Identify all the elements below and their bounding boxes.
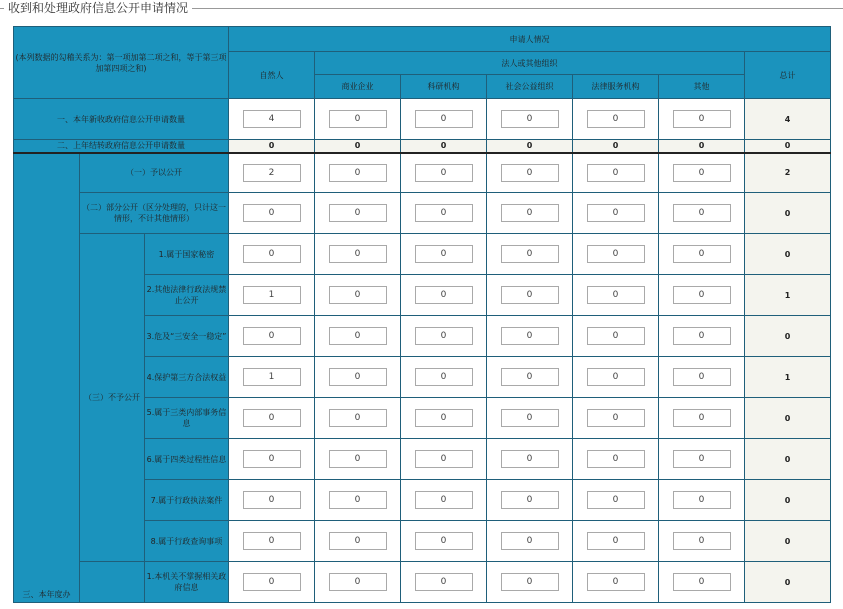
application-table xyxy=(13,26,831,603)
row-total: 4 xyxy=(745,99,831,140)
value-input[interactable] xyxy=(587,110,645,128)
row-label: 8.属于行政查询事项 xyxy=(145,521,229,562)
value-input[interactable] xyxy=(415,110,473,128)
table-row xyxy=(14,153,831,193)
value-input[interactable] xyxy=(243,286,301,304)
value-input[interactable] xyxy=(415,327,473,345)
row-value: 0 xyxy=(401,140,487,153)
header-sub-legal-service: 法律服务机构 xyxy=(573,75,659,99)
row-label: （一）予以公开 xyxy=(80,153,229,193)
value-input[interactable] xyxy=(673,245,731,263)
value-input[interactable] xyxy=(673,573,731,591)
value-input[interactable] xyxy=(329,573,387,591)
table-row xyxy=(14,193,831,234)
header-sub-public-welfare: 社会公益组织 xyxy=(487,75,573,99)
value-input[interactable] xyxy=(415,450,473,468)
value-input[interactable] xyxy=(501,450,559,468)
row-label: 5.属于三类内部事务信息 xyxy=(145,398,229,439)
row-total: 1 xyxy=(745,275,831,316)
value-input[interactable] xyxy=(501,532,559,550)
row-total: 0 xyxy=(745,480,831,521)
value-input[interactable] xyxy=(329,409,387,427)
row-value: 0 xyxy=(229,140,315,153)
header-sub-business: 商业企业 xyxy=(315,75,401,99)
value-input[interactable] xyxy=(243,204,301,222)
value-input[interactable] xyxy=(501,110,559,128)
value-input[interactable] xyxy=(587,204,645,222)
row-label: 1.本机关不掌握相关政府信息 xyxy=(145,562,229,603)
value-input[interactable] xyxy=(673,450,731,468)
row-value: 0 xyxy=(315,140,401,153)
value-input[interactable] xyxy=(329,286,387,304)
value-input[interactable] xyxy=(243,450,301,468)
value-input[interactable] xyxy=(415,573,473,591)
value-input[interactable] xyxy=(329,327,387,345)
value-input[interactable] xyxy=(587,245,645,263)
value-input[interactable] xyxy=(673,204,731,222)
value-input[interactable] xyxy=(587,409,645,427)
value-input[interactable] xyxy=(243,532,301,550)
row-total: 0 xyxy=(745,316,831,357)
header-applicant: 申请人情况 xyxy=(229,27,831,52)
value-input[interactable] xyxy=(415,204,473,222)
row-value: 0 xyxy=(659,140,745,153)
value-input[interactable] xyxy=(415,491,473,509)
value-input[interactable] xyxy=(329,164,387,182)
group-cell xyxy=(80,562,145,603)
value-input[interactable] xyxy=(329,245,387,263)
row-label: （二）部分公开（区分处理的，只计这一情形，不计其他情形） xyxy=(80,193,229,234)
not-disclosed-label: （三）不予公开 xyxy=(80,234,145,562)
table-row xyxy=(14,562,831,603)
value-input[interactable] xyxy=(501,491,559,509)
value-input[interactable] xyxy=(329,532,387,550)
value-input[interactable] xyxy=(329,368,387,386)
value-input[interactable] xyxy=(587,450,645,468)
value-input[interactable] xyxy=(587,573,645,591)
value-input[interactable] xyxy=(243,368,301,386)
value-input[interactable] xyxy=(501,164,559,182)
value-input[interactable] xyxy=(243,110,301,128)
value-input[interactable] xyxy=(415,164,473,182)
value-input[interactable] xyxy=(673,164,731,182)
row-label: 二、上年结转政府信息公开申请数量 xyxy=(14,140,229,153)
value-input[interactable] xyxy=(329,450,387,468)
value-input[interactable] xyxy=(415,286,473,304)
value-input[interactable] xyxy=(501,204,559,222)
value-input[interactable] xyxy=(587,327,645,345)
table-row xyxy=(14,99,831,140)
row-label: 一、本年新收政府信息公开申请数量 xyxy=(14,99,229,140)
row-total: 0 xyxy=(745,140,831,153)
value-input[interactable] xyxy=(673,286,731,304)
value-input[interactable] xyxy=(673,491,731,509)
value-input[interactable] xyxy=(587,368,645,386)
header-natural-person: 自然人 xyxy=(229,52,315,99)
value-input[interactable] xyxy=(243,409,301,427)
value-input[interactable] xyxy=(673,368,731,386)
value-input[interactable] xyxy=(329,110,387,128)
value-input[interactable] xyxy=(587,532,645,550)
value-input[interactable] xyxy=(415,245,473,263)
value-input[interactable] xyxy=(243,327,301,345)
value-input[interactable] xyxy=(243,491,301,509)
row-total: 0 xyxy=(745,521,831,562)
value-input[interactable] xyxy=(673,409,731,427)
row-total: 0 xyxy=(745,398,831,439)
row-total: 0 xyxy=(745,439,831,480)
value-input[interactable] xyxy=(587,286,645,304)
row-total: 2 xyxy=(745,153,831,193)
value-input[interactable] xyxy=(243,573,301,591)
row-label: 2.其他法律行政法规禁止公开 xyxy=(145,275,229,316)
value-input[interactable] xyxy=(501,368,559,386)
row-label: 4.保护第三方合法权益 xyxy=(145,357,229,398)
row-value: 0 xyxy=(573,140,659,153)
header-total: 总计 xyxy=(745,52,831,99)
table-row xyxy=(14,234,831,275)
row-total: 0 xyxy=(745,562,831,603)
row-label: 1.属于国家秘密 xyxy=(145,234,229,275)
value-input[interactable] xyxy=(329,491,387,509)
section3-label: 三、本年度办 xyxy=(14,153,80,603)
value-input[interactable] xyxy=(243,164,301,182)
row-value: 0 xyxy=(487,140,573,153)
value-input[interactable] xyxy=(587,164,645,182)
value-input[interactable] xyxy=(673,110,731,128)
value-input[interactable] xyxy=(415,368,473,386)
value-input[interactable] xyxy=(673,327,731,345)
header-sub-other: 其他 xyxy=(659,75,745,99)
value-input[interactable] xyxy=(501,327,559,345)
value-input[interactable] xyxy=(415,532,473,550)
header-sub-research: 科研机构 xyxy=(401,75,487,99)
value-input[interactable] xyxy=(673,532,731,550)
header-legal-entity: 法人或其他组织 xyxy=(315,52,745,75)
value-input[interactable] xyxy=(243,245,301,263)
value-input[interactable] xyxy=(501,245,559,263)
row-total: 0 xyxy=(745,234,831,275)
row-label: 6.属于四类过程性信息 xyxy=(145,439,229,480)
value-input[interactable] xyxy=(329,204,387,222)
value-input[interactable] xyxy=(501,573,559,591)
value-input[interactable] xyxy=(415,409,473,427)
row-label: 7.属于行政执法案件 xyxy=(145,480,229,521)
row-label: 3.危及“三安全一稳定” xyxy=(145,316,229,357)
value-input[interactable] xyxy=(501,409,559,427)
table-row xyxy=(14,140,831,153)
header-note: (本列数据的勾稽关系为：第一项加第二项之和，等于第三项加第四项之和) xyxy=(14,27,229,99)
row-total: 1 xyxy=(745,357,831,398)
row-total: 0 xyxy=(745,193,831,234)
value-input[interactable] xyxy=(587,491,645,509)
value-input[interactable] xyxy=(501,286,559,304)
section-title: 收到和处理政府信息公开申请情况 xyxy=(4,0,192,16)
